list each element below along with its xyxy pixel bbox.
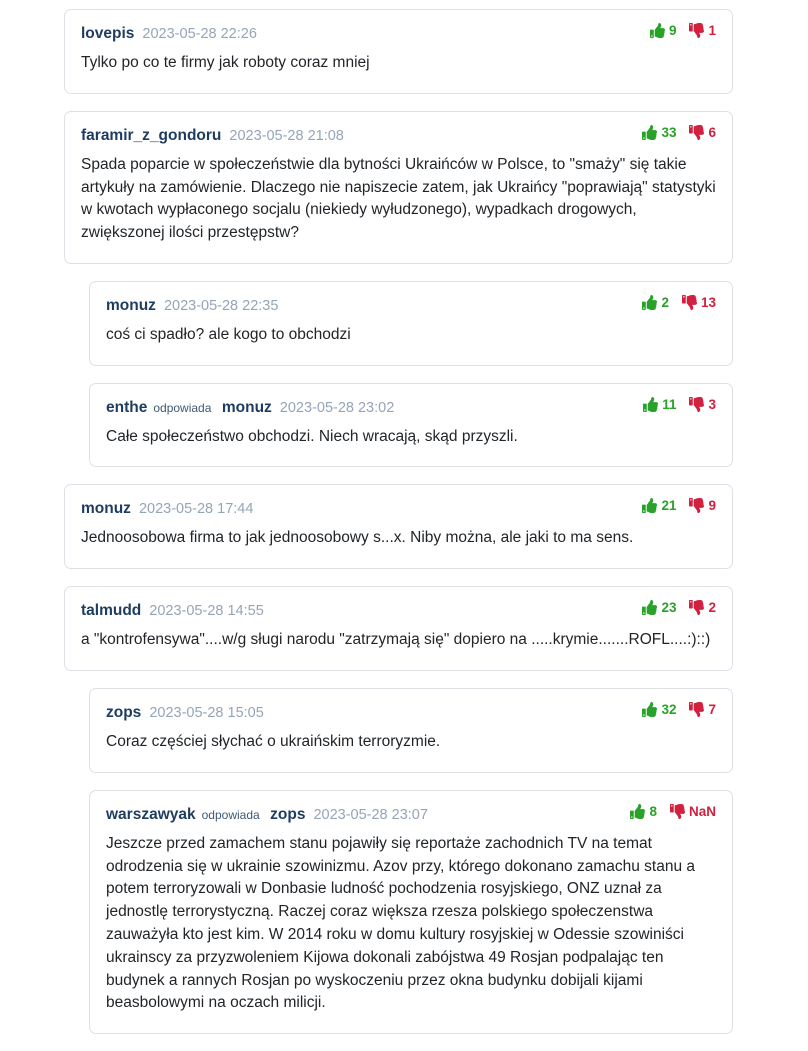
like-button[interactable] <box>642 702 676 717</box>
thumbs-down-icon <box>682 295 697 310</box>
comment-header <box>81 600 716 620</box>
reply-info <box>147 399 271 417</box>
comment-card <box>64 484 733 569</box>
like-button[interactable] <box>650 23 677 38</box>
thumbs-down-icon <box>689 397 704 412</box>
comment-text: Coraz częściej słychać o ukraińskim terroryzmie. <box>106 733 441 751</box>
comment-header <box>81 498 716 518</box>
likes-count: 2 <box>661 294 669 310</box>
comment-card <box>89 688 733 773</box>
reply-target-author[interactable]: zops <box>270 805 306 823</box>
dislikes-count: 6 <box>708 124 716 140</box>
comment-author[interactable]: faramir_z_gondoru <box>81 126 222 144</box>
comment-timestamp: 2023-05-28 23:07 <box>313 806 428 823</box>
dislike-button[interactable] <box>689 498 716 513</box>
comment-ratings <box>642 125 716 140</box>
comment-author[interactable]: warszawyak <box>106 805 196 823</box>
reply-target-author[interactable]: monuz <box>221 398 272 416</box>
like-button[interactable] <box>630 804 657 819</box>
comment-timestamp: 2023-05-28 14:55 <box>149 603 264 620</box>
comment-header <box>81 23 716 43</box>
dislikes-count: 7 <box>708 702 716 718</box>
dislike-button[interactable] <box>682 295 716 310</box>
dislikes-count: NaN <box>688 803 716 819</box>
comment-author[interactable]: monuz <box>81 500 131 518</box>
dislikes-count: 13 <box>700 294 716 310</box>
comment-text: Spada poparcie w społeczeństwie dla bytności Ukraińców w Polsce, to "smaży" się takie artykuły na zamówienie. Dlaczego nie napiszecie zatem, jak Ukraińcy "poprawiają" statystyki w kwotach wypłaconego socjalu (niekiedy wyłudzonego), wypadkach drogowych, zwiększonej ilości przestępstw? <box>81 155 716 242</box>
comment-card <box>64 586 733 671</box>
like-button[interactable] <box>642 125 676 140</box>
comment-header <box>106 804 716 824</box>
dislike-button[interactable] <box>689 702 716 717</box>
comment-timestamp: 2023-05-28 21:08 <box>229 127 344 144</box>
comment-author[interactable]: enthe <box>106 398 148 416</box>
comment-timestamp: 2023-05-28 22:35 <box>163 297 279 314</box>
thumbs-down-icon <box>689 702 704 717</box>
dislike-button[interactable] <box>689 600 716 615</box>
comment-card <box>64 111 733 264</box>
comment-ratings <box>643 397 716 412</box>
thumbs-down-icon <box>689 125 704 140</box>
comment-card <box>89 383 733 468</box>
comment-timestamp: 2023-05-28 15:05 <box>149 705 264 722</box>
likes-count: 21 <box>661 498 677 514</box>
thumbs-up-icon <box>642 125 657 140</box>
comment-ratings <box>650 23 716 38</box>
comment-card <box>89 790 733 1034</box>
comment-header <box>106 295 716 315</box>
comment-card <box>64 9 733 94</box>
likes-count: 8 <box>649 803 657 819</box>
comment-text: Jeszcze przed zamachem stanu pojawiły się reportaże zachodnich TV na temat odrodzenia się w ukrainie szowinizmu. Azov przy, którego dokonano zamachu stanu a potem terroryzowali w Donbasie ludność pochodzenia rosyjskiego, ONZ uznał za jednostlę terrorystyczną. Raczej coraz większa rzesza polskiego społeczenstwa zauważyła kto jest kim. W 2014 roku w domu kultury rosyjskiej w Odessie szowiniści ukrainscy za przyzwoleniem Kijowa dokonali zabójstwa 49 Rosjan podpalając ten budynek a rannych Rosjan po wyskoczeniu przez okna budynku dobijali kijami beasbolowymi na oczach milicji. <box>106 834 696 1012</box>
comment-timestamp: 2023-05-28 23:02 <box>279 399 395 416</box>
comment-text: Tylko po co te firmy jak roboty coraz mniej <box>81 54 370 71</box>
thumbs-up-icon <box>642 702 657 717</box>
thumbs-down-icon <box>689 498 704 513</box>
comment-ratings <box>642 295 716 310</box>
likes-count: 23 <box>661 600 677 616</box>
comment-header <box>106 702 716 722</box>
comment-text: a "kontrofensywa"....w/g sługi narodu "zatrzymają się" dopiero na .....krymie.......ROFL....:)::) <box>81 631 711 649</box>
like-button[interactable] <box>643 397 676 412</box>
comment-text: coś ci spadło? ale kogo to obchodzi <box>106 325 351 343</box>
dislikes-count: 1 <box>708 23 716 38</box>
dislike-button[interactable] <box>689 125 716 140</box>
likes-count: 32 <box>661 702 677 718</box>
comment-text: Jednoosobowa firma to jak jednoosobowy s...x. Niby można, ale jaki to ma sens. <box>81 529 634 547</box>
dislikes-count: 3 <box>708 396 716 412</box>
dislike-button[interactable] <box>670 804 716 819</box>
comment-author[interactable]: zops <box>106 704 142 722</box>
comment-header <box>106 397 716 417</box>
thumbs-up-icon <box>650 23 665 38</box>
comment-ratings <box>642 600 716 615</box>
likes-count: 9 <box>668 23 677 38</box>
thumbs-down-icon <box>689 600 704 615</box>
thumbs-up-icon <box>630 804 645 819</box>
like-button[interactable] <box>642 295 669 310</box>
comment-ratings <box>642 702 716 717</box>
comment-ratings <box>630 804 716 819</box>
dislike-button[interactable] <box>689 397 716 412</box>
likes-count: 11 <box>662 396 677 412</box>
comment-card <box>89 281 733 366</box>
dislikes-count: 9 <box>708 498 716 514</box>
like-button[interactable] <box>642 498 676 513</box>
thumbs-up-icon <box>642 600 657 615</box>
comment-header <box>81 125 716 145</box>
dislikes-count: 2 <box>708 600 716 616</box>
reply-label: odpowiada <box>201 807 260 822</box>
reply-info <box>196 806 306 824</box>
comment-ratings <box>642 498 716 513</box>
reply-label: odpowiada <box>153 400 212 415</box>
comment-timestamp: 2023-05-28 22:26 <box>142 26 257 42</box>
comment-text: Całe społeczeństwo obchodzi. Niech wracają, skąd przyszli. <box>106 427 518 445</box>
dislike-button[interactable] <box>689 23 716 38</box>
like-button[interactable] <box>642 600 676 615</box>
thumbs-up-icon <box>643 397 658 412</box>
likes-count: 33 <box>661 124 677 140</box>
comment-timestamp: 2023-05-28 17:44 <box>138 501 254 518</box>
comment-author[interactable]: talmudd <box>81 602 142 620</box>
thumbs-down-icon <box>670 804 685 819</box>
comment-author[interactable]: lovepis <box>81 25 135 42</box>
thumbs-up-icon <box>642 295 657 310</box>
thumbs-down-icon <box>689 23 704 38</box>
thumbs-up-icon <box>642 498 657 513</box>
comment-author[interactable]: monuz <box>106 296 156 314</box>
